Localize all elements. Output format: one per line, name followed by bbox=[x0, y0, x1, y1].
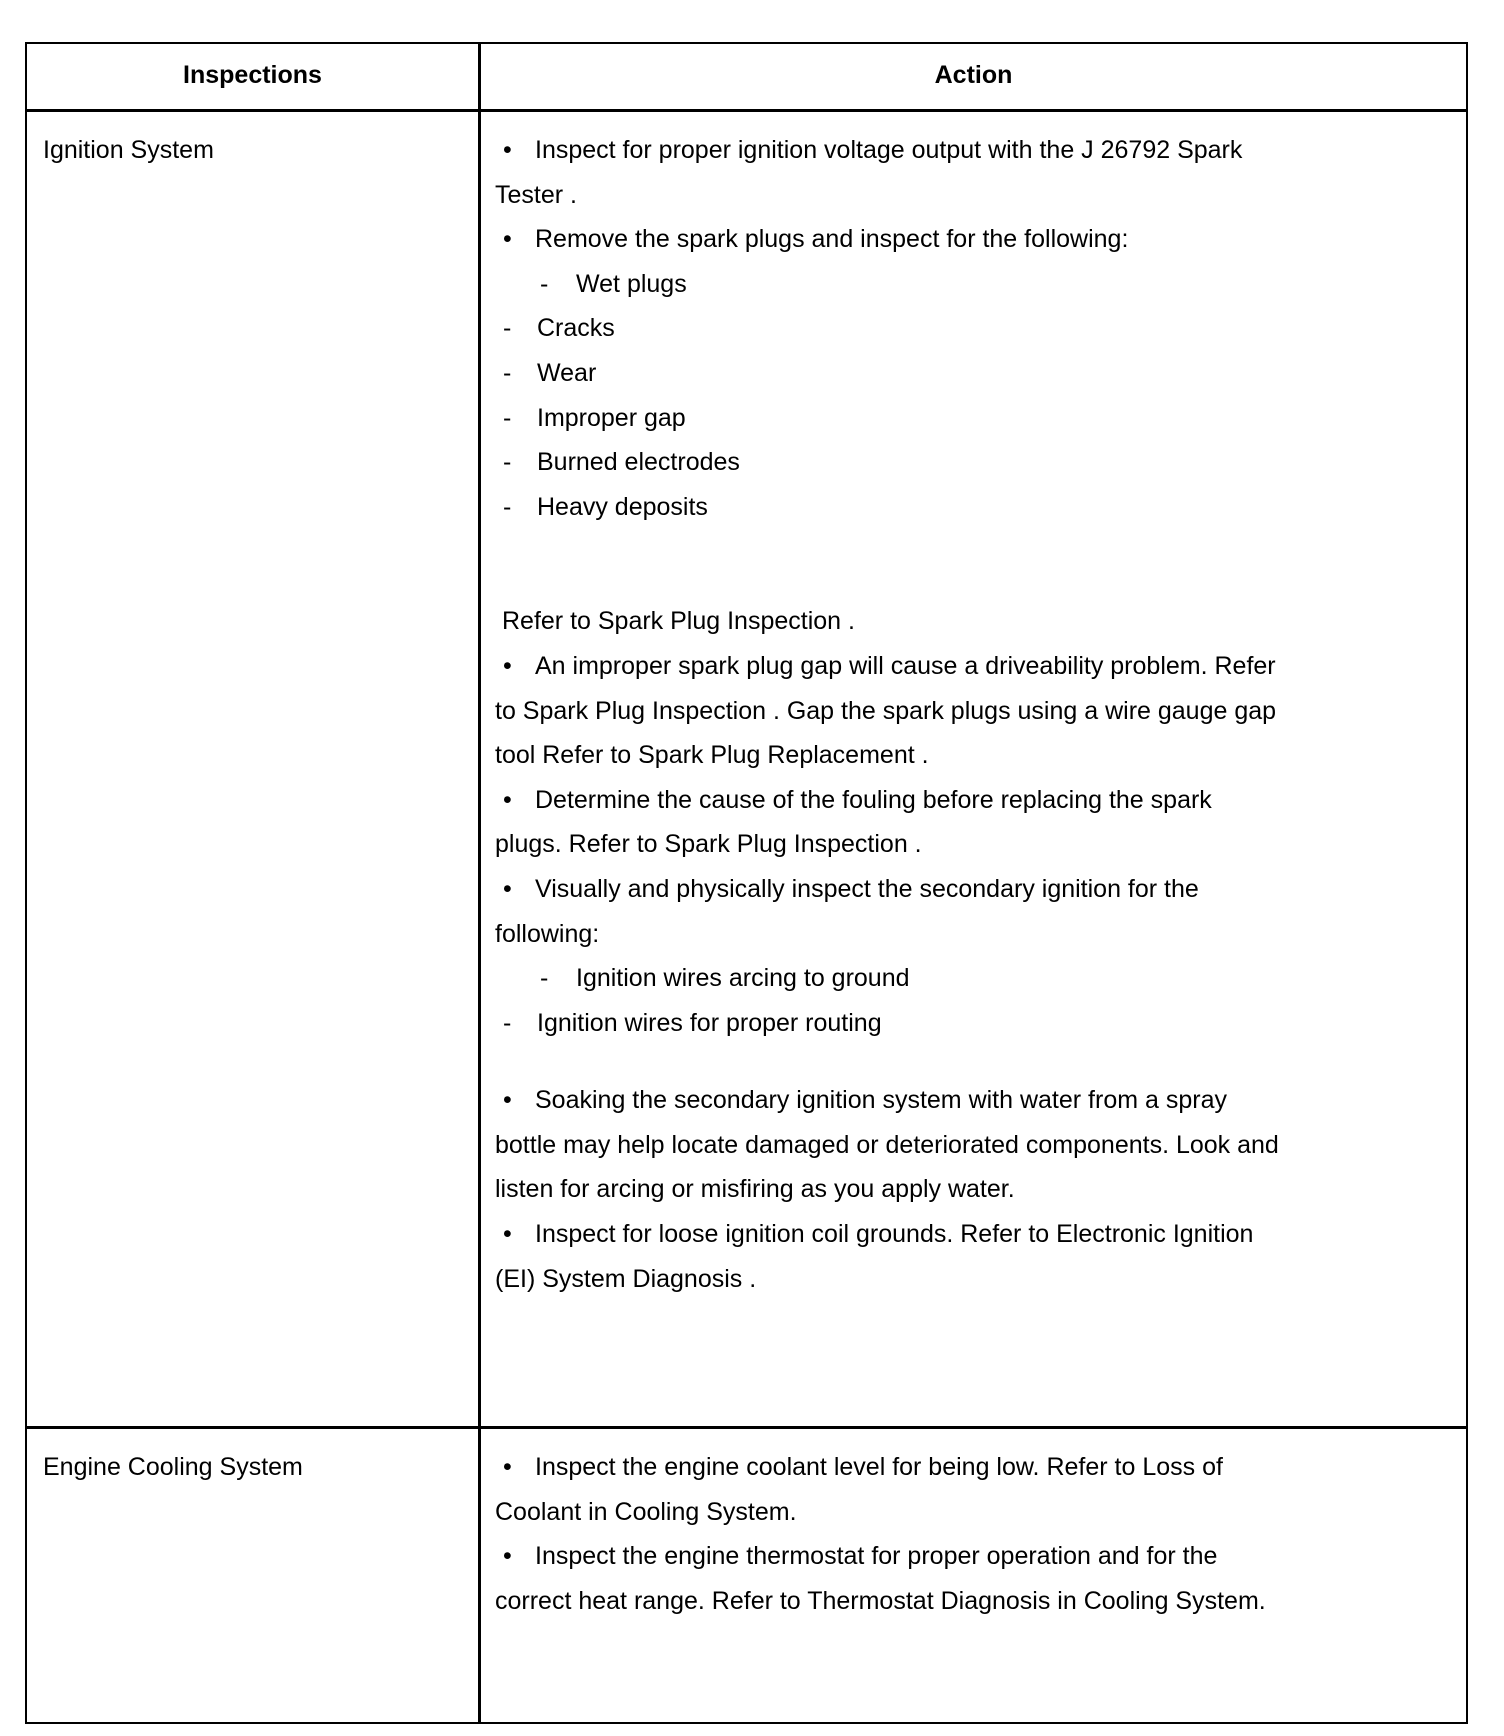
dash-icon: - bbox=[503, 314, 512, 343]
line-text: Visually and physically inspect the secondary ignition for the bbox=[535, 874, 1199, 903]
sub-item bbox=[495, 351, 1395, 396]
sub-item bbox=[495, 1001, 1395, 1046]
bullet-line bbox=[495, 1212, 1395, 1257]
line-text: Burned electrodes bbox=[537, 448, 740, 477]
bullet-icon: • bbox=[503, 136, 512, 164]
bullet-icon: • bbox=[503, 874, 512, 903]
line-text: Improper gap bbox=[537, 403, 686, 432]
bullet-line bbox=[495, 778, 1395, 823]
inspection-table bbox=[25, 42, 1468, 1724]
dash-icon: - bbox=[540, 269, 549, 298]
line-text: Remove the spark plugs and inspect for the following: bbox=[535, 225, 1129, 254]
bullet-icon: • bbox=[503, 785, 512, 814]
inspection-ignition-system: Ignition System bbox=[43, 136, 214, 164]
row-divider bbox=[27, 1426, 1466, 1429]
line-text: correct heat range. Refer to Thermostat Diagnosis in Cooling System. bbox=[495, 1586, 1266, 1615]
dash-icon: - bbox=[540, 964, 549, 993]
bullet-line bbox=[495, 1445, 1395, 1490]
dash-icon: - bbox=[503, 448, 512, 477]
dash-icon: - bbox=[503, 358, 512, 387]
line-text: listen for arcing or misfiring as you apply water. bbox=[495, 1175, 1015, 1204]
bullet-line bbox=[495, 822, 1395, 867]
bullet-icon: • bbox=[503, 225, 512, 254]
line-text: Tester . bbox=[495, 180, 577, 209]
line-text: (EI) System Diagnosis . bbox=[495, 1264, 757, 1293]
bullet-line bbox=[495, 867, 1395, 912]
sub-item bbox=[495, 956, 1395, 1001]
bullet-icon: • bbox=[503, 1542, 512, 1571]
line-text: Cracks bbox=[537, 314, 615, 343]
bullet-icon: • bbox=[503, 1086, 512, 1115]
sub-item bbox=[495, 485, 1395, 530]
bullet-line bbox=[495, 689, 1395, 734]
bullet-line bbox=[495, 1167, 1395, 1212]
bullet-icon: • bbox=[503, 651, 512, 680]
bullet-line bbox=[495, 1534, 1395, 1579]
header-action: Action bbox=[934, 61, 1013, 89]
line-text: Inspect the engine thermostat for proper operation and for the bbox=[535, 1542, 1218, 1571]
line-text: Wet plugs bbox=[576, 269, 687, 298]
bullet-line bbox=[495, 644, 1395, 689]
bullet-icon: • bbox=[503, 1453, 512, 1481]
line-text: Heavy deposits bbox=[537, 492, 708, 521]
line-text: Coolant in Cooling System. bbox=[495, 1497, 797, 1526]
sub-item bbox=[495, 306, 1395, 351]
dash-icon: - bbox=[503, 403, 512, 432]
bullet-line bbox=[495, 1123, 1395, 1168]
spacer bbox=[495, 1045, 1395, 1078]
action-ignition-system bbox=[495, 128, 1395, 1301]
sub-item bbox=[495, 262, 1395, 307]
line-text: to Spark Plug Inspection . Gap the spark plugs using a wire gauge gap bbox=[495, 696, 1277, 725]
line-text: Ignition wires for proper routing bbox=[537, 1008, 882, 1037]
line-text: Inspect for proper ignition voltage output with the J 26792 Spark bbox=[535, 136, 1243, 164]
text-line bbox=[495, 599, 1395, 644]
bullet-line bbox=[495, 217, 1395, 262]
bullet-line bbox=[495, 173, 1395, 218]
action-engine-cooling-system bbox=[495, 1445, 1395, 1623]
line-text: Soaking the secondary ignition system with water from a spray bbox=[535, 1086, 1227, 1115]
bullet-line bbox=[495, 1490, 1395, 1535]
line-text: tool Refer to Spark Plug Replacement . bbox=[495, 741, 929, 770]
bullet-line bbox=[495, 912, 1395, 957]
bullet-line bbox=[495, 1078, 1395, 1123]
header-inspections: Inspections bbox=[183, 61, 322, 89]
spacer bbox=[495, 529, 1395, 599]
line-text: plugs. Refer to Spark Plug Inspection . bbox=[495, 830, 922, 859]
column-divider bbox=[478, 44, 481, 1722]
bullet-icon: • bbox=[503, 1220, 512, 1249]
bullet-line bbox=[495, 733, 1395, 778]
line-text: Ignition wires arcing to ground bbox=[576, 964, 910, 993]
dash-icon: - bbox=[503, 1008, 512, 1037]
bullet-line bbox=[495, 1579, 1395, 1624]
line-text: An improper spark plug gap will cause a driveability problem. Refer bbox=[535, 651, 1276, 680]
inspection-engine-cooling-system: Engine Cooling System bbox=[43, 1453, 303, 1481]
line-text: Inspect for loose ignition coil grounds. Refer to Electronic Ignition bbox=[535, 1220, 1254, 1249]
line-text: bottle may help locate damaged or deteriorated components. Look and bbox=[495, 1130, 1279, 1159]
line-text: Inspect the engine coolant level for being low. Refer to Loss of bbox=[535, 1453, 1223, 1481]
sub-item bbox=[495, 396, 1395, 441]
sub-item bbox=[495, 440, 1395, 485]
dash-icon: - bbox=[503, 492, 512, 521]
bullet-line bbox=[495, 1257, 1395, 1302]
bullet-line bbox=[495, 128, 1395, 173]
header-divider bbox=[27, 109, 1466, 112]
line-text: Determine the cause of the fouling before replacing the spark bbox=[535, 785, 1212, 814]
line-text: Refer to Spark Plug Inspection . bbox=[502, 607, 855, 636]
line-text: following: bbox=[495, 919, 600, 948]
line-text: Wear bbox=[537, 358, 597, 387]
